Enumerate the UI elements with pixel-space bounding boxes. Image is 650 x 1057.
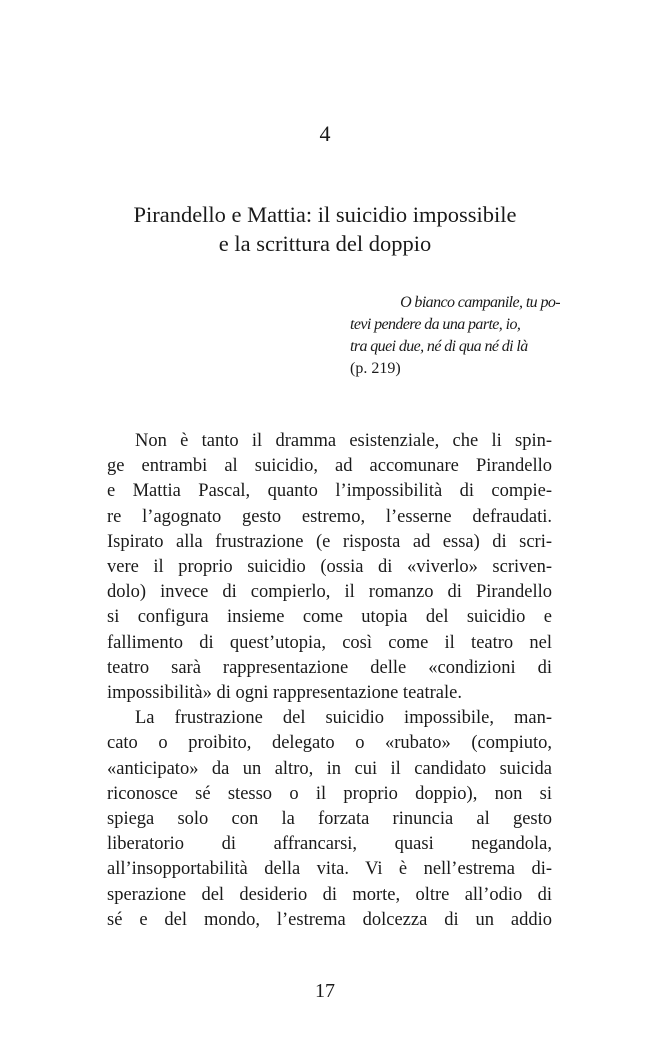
text-line: teatro sarà rappresentazione delle «condizioni di [107,657,552,678]
text-line: Non è tanto il dramma esistenziale, che li spin- [135,431,552,451]
body-text [107,429,552,933]
epigraph-quote [350,292,560,358]
epigraph-citation: (p. 219) [350,360,401,377]
page-number: 17 [315,980,335,1002]
chapter-number: 4 [319,121,331,146]
text-line: ge entrambi al suicidio, ad accomunare Pirandello [107,456,552,477]
chapter-title-line: Pirandello e Mattia: il suicidio impossibile [133,202,517,227]
text-line: «anticipato» da un altro, in cui il candidato suicida [107,758,552,779]
text-line: vere il proprio suicidio (ossia di «viverlo» scriven- [107,557,552,578]
text-line: all’insopportabilità della vita. Vi è nell’estrema di- [107,859,552,880]
paragraph [107,706,552,933]
epigraph [350,292,560,380]
chapter-title-line: e la scrittura del doppio [218,231,432,256]
text-line: spiega solo con la forzata rinuncia al gesto [107,809,552,830]
text-line: cato o proibito, delegato o «rubato» (compiuto, [107,733,552,754]
text-line: dolo) invece di compierlo, il romanzo di Pirandello [107,582,552,603]
epigraph-line: tra quei due, né di qua né di là [350,338,528,355]
text-line: sperazione del desiderio di morte, oltre all’odio di [107,884,552,905]
epigraph-line: O bianco campanile, tu po- [400,294,560,311]
text-line: e Mattia Pascal, quanto l’impossibilità di compie- [107,481,552,502]
chapter-title [100,200,550,258]
text-line: re l’agognato gesto estremo, l’esserne defraudati. [107,506,552,527]
paragraph [107,429,552,706]
text-line: si configura insieme come utopia del suicidio e [107,607,552,628]
text-line: fallimento di quest’utopia, così come il teatro nel [107,632,552,653]
text-line: liberatorio di affrancarsi, quasi negandola, [107,834,552,855]
epigraph-line: tevi pendere da una parte, io, [350,316,521,333]
text-line: riconosce sé stesso o il proprio doppio), non si [107,783,552,804]
text-line: Ispirato alla frustrazione (e risposta ad essa) di scri- [107,531,552,552]
text-line: impossibilità» di ogni rappresentazione teatrale. [107,683,462,704]
text-line: La frustrazione del suicidio impossibile, man- [135,708,552,729]
text-line: sé e del mondo, l’estrema dolcezza di un addio [107,909,552,930]
